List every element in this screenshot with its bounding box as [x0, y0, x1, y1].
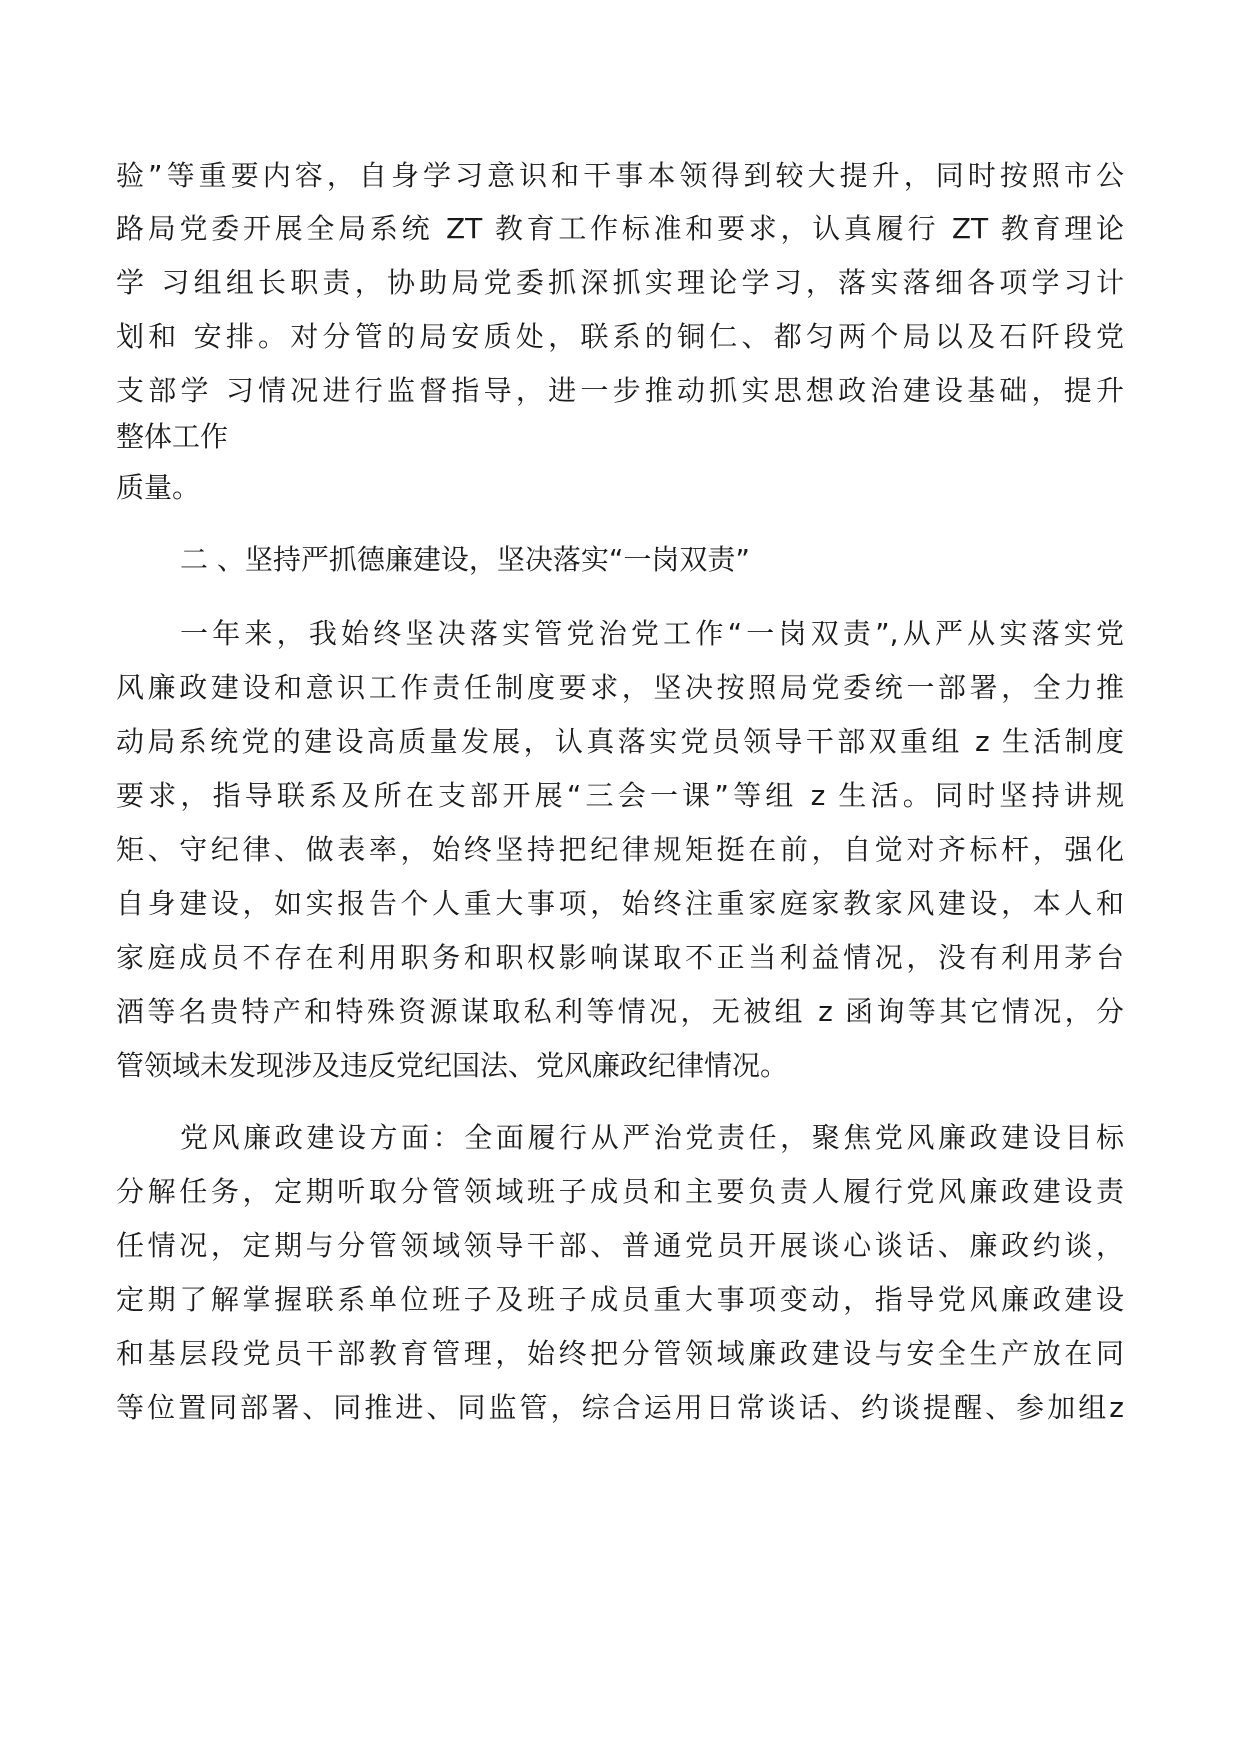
text-line: 支部学 习情况进行监督指导，进一步推动抓实思想政治建设基础，提升	[116, 374, 1124, 407]
text-line: 质量。	[116, 471, 201, 504]
paragraph-first-line: 一年来，我始终坚决落实管党治党工作“一岗双责”,从严从实落实党	[180, 617, 1124, 650]
text-line: 定期了解掌握联系单位班子及班子成员重大事项变动，指导党风廉政建设	[116, 1283, 1124, 1316]
text-line: 整体工作	[116, 420, 229, 453]
text-line: 要求，指导联系及所在支部开展“三会一课”等组 z 生活。同时坚持讲规	[116, 779, 1124, 812]
text-line: 验”等重要内容，自身学习意识和干事本领得到较大提升，同时按照市公	[116, 159, 1124, 192]
text-line: 等位置同部署、同推进、同监管，综合运用日常谈话、约谈提醒、参加组z	[116, 1391, 1124, 1424]
text-line: 自身建设，如实报告个人重大事项，始终注重家庭家教家风建设，本人和	[116, 887, 1124, 920]
text-line: 划和 安排。对分管的局安质处，联系的铜仁、都匀两个局以及石阡段党	[116, 320, 1124, 353]
text-line: 和基层段党员干部教育管理，始终把分管领域廉政建设与安全生产放在同	[116, 1337, 1124, 1370]
text-line: 动局系统党的建设高质量发展，认真落实党员领导干部双重组 z 生活制度	[116, 725, 1124, 758]
paragraph-first-line: 党风廉政建设方面：全面履行从严治党责任，聚焦党风廉政建设目标	[180, 1121, 1124, 1154]
section-heading: 二 、坚持严抓德廉建设，坚决落实“一岗双责”	[180, 543, 750, 576]
text-line: 矩、守纪律、做表率，始终坚持把纪律规矩挺在前，自觉对齐标杆，强化	[116, 833, 1124, 866]
text-line: 风廉政建设和意识工作责任制度要求，坚决按照局党委统一部署，全力推	[116, 671, 1124, 704]
text-line: 管领域未发现涉及违反党纪国法、党风廉政纪律情况。	[116, 1049, 789, 1082]
text-line: 路局党委开展全局系统 ZT 教育工作标准和要求，认真履行 ZT 教育理论	[116, 212, 1124, 245]
text-line: 任情况，定期与分管领域领导干部、普通党员开展谈心谈话、廉政约谈，	[116, 1229, 1124, 1262]
text-line: 酒等名贵特产和特殊资源谋取私利等情况，无被组 z 函询等其它情况，分	[116, 995, 1124, 1028]
text-line: 家庭成员不存在利用职务和职权影响谋取不正当利益情况，没有利用茅台	[116, 941, 1124, 974]
text-line: 分解任务，定期听取分管领域班子成员和主要负责人履行党风廉政建设责	[116, 1175, 1124, 1208]
text-line: 学 习组组长职责，协助局党委抓深抓实理论学习，落实落细各项学习计	[116, 266, 1124, 299]
